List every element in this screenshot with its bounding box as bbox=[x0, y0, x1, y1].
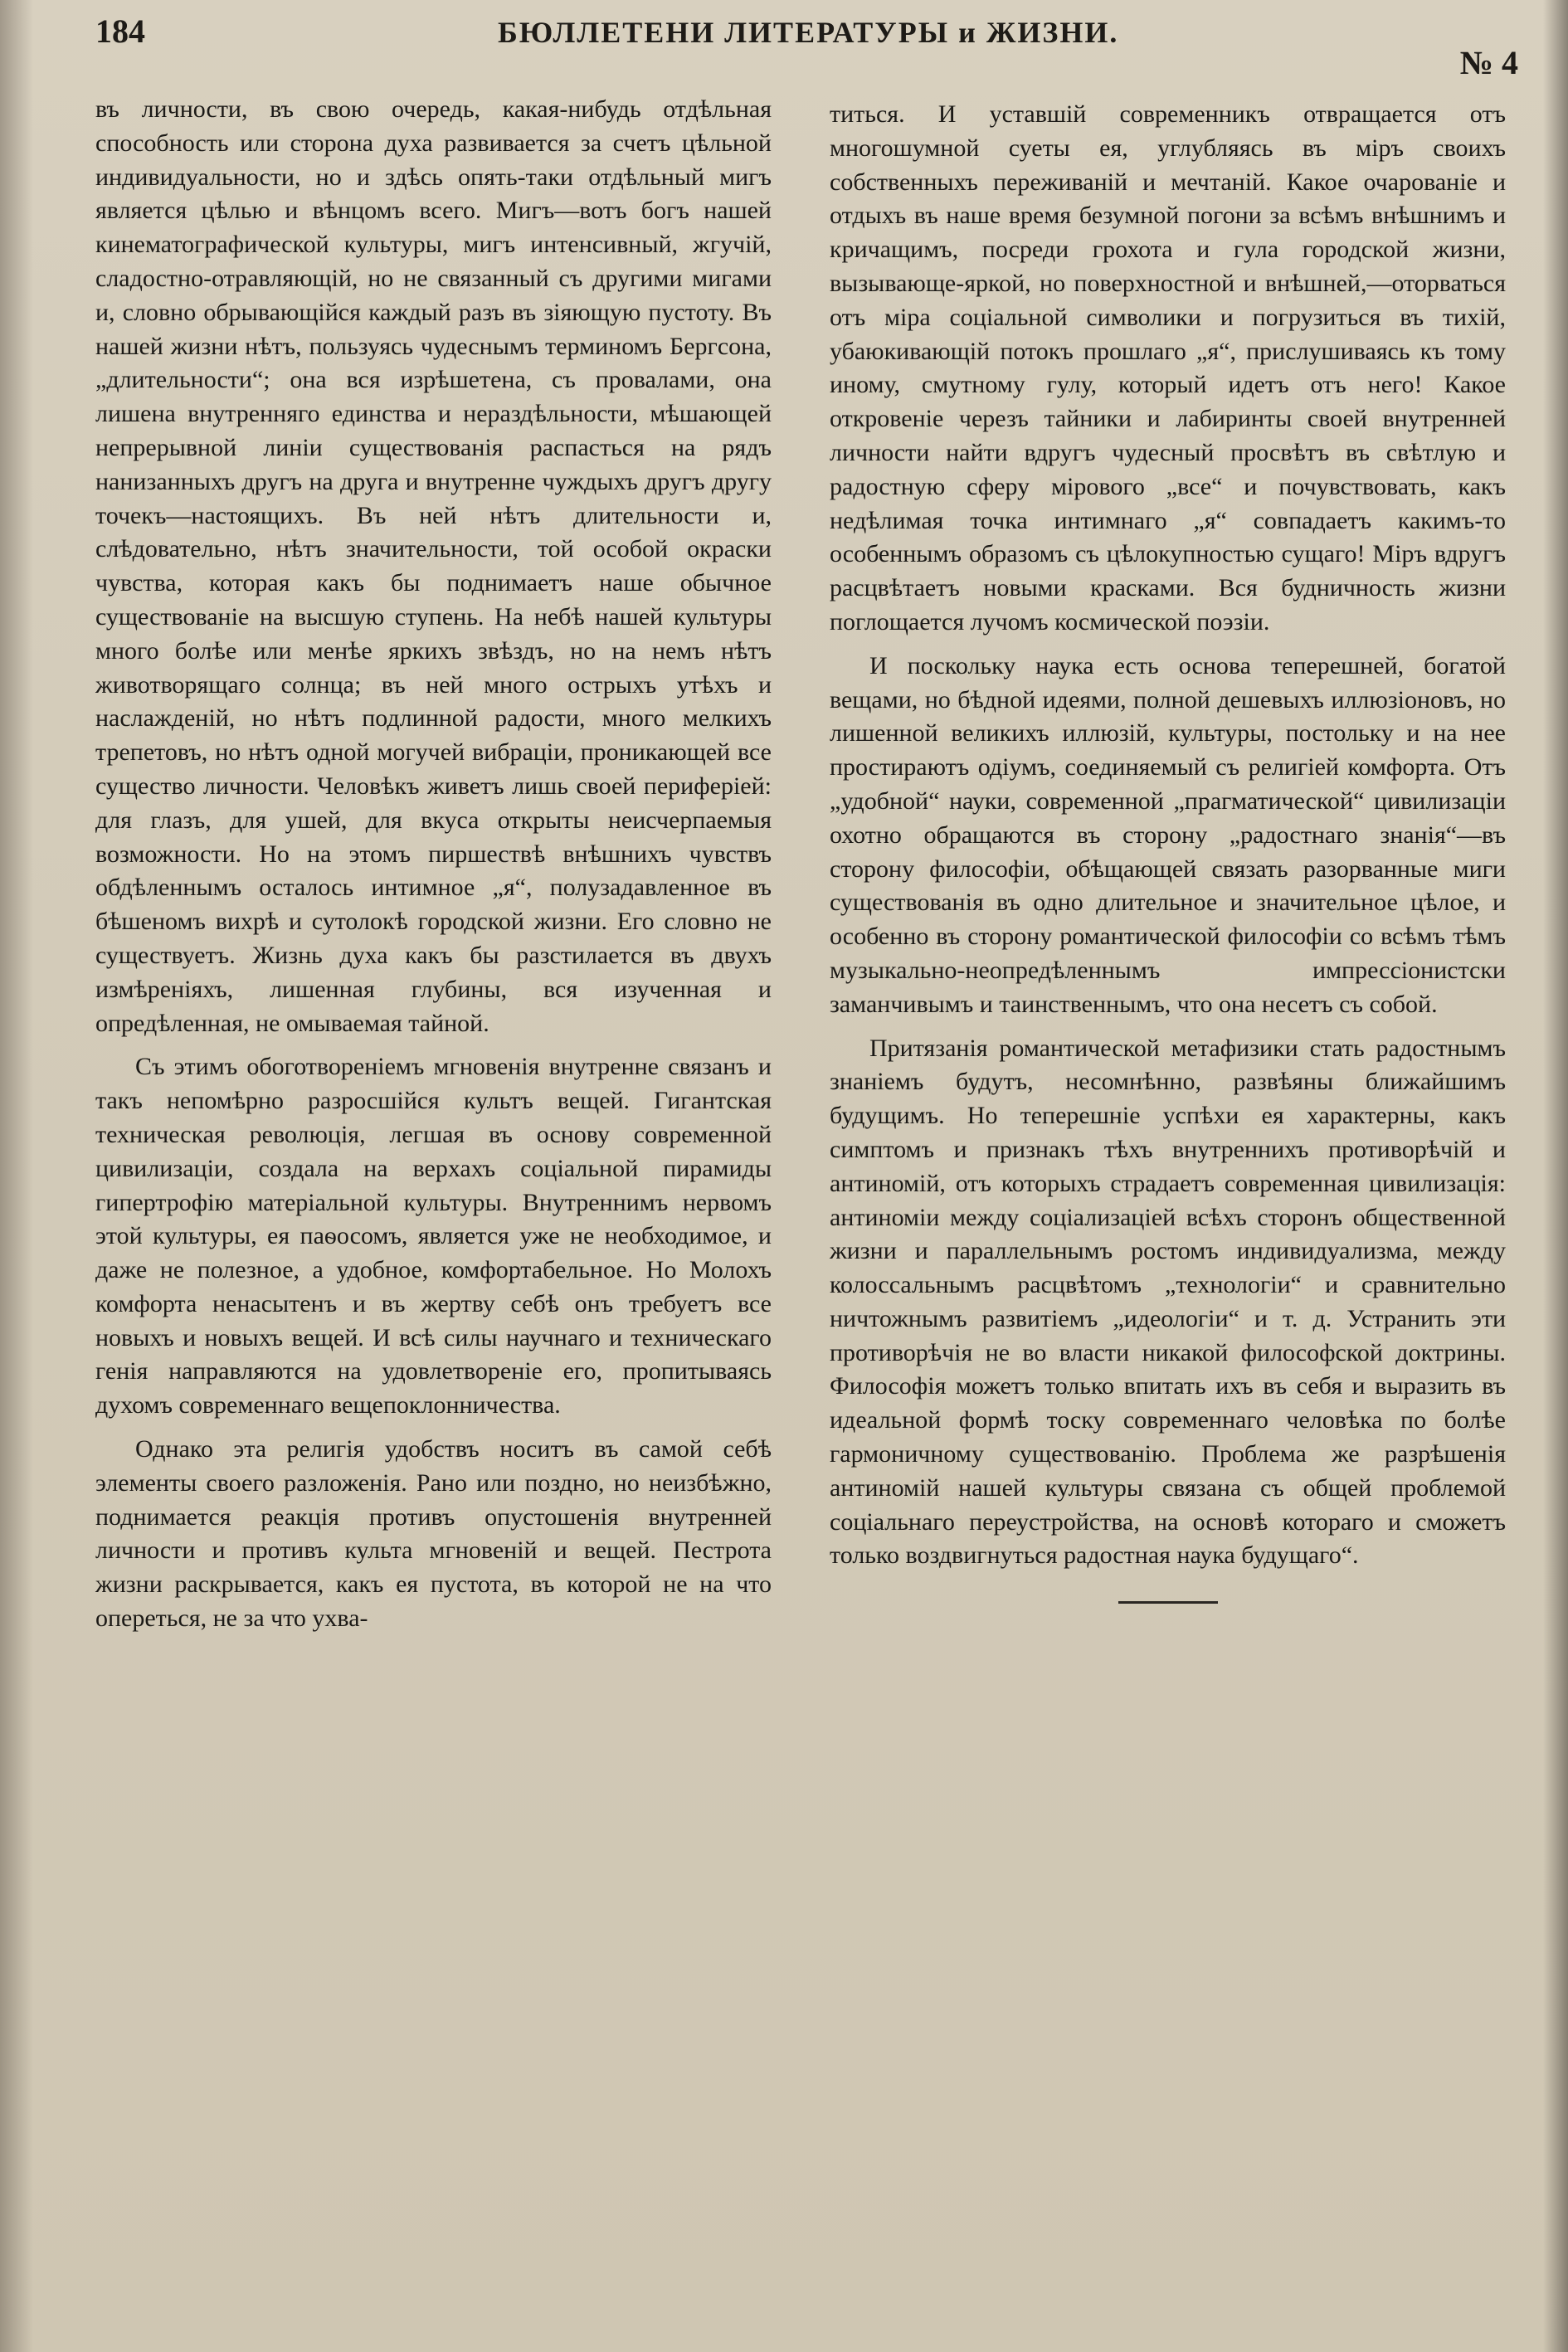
right-column bbox=[830, 98, 1506, 1604]
left-column bbox=[95, 93, 772, 1646]
page-number: 184 bbox=[95, 12, 145, 50]
paragraph: Однако эта религія удобствъ носитъ въ самой себѣ элементы своего разложенія. Рано или поздно, но неизбѣжно, поднимается реакція противъ опустошенія внутренней личности и противъ культа мгновеній и вещей. Пестрота жизни раскрывается, какъ ея пустота, въ которой не на что опереться, не за что ухва- bbox=[95, 1435, 772, 1633]
paragraph: титься. И уставшій современникъ отвращается отъ многошумной суеты ея, углубляясь въ міръ своихъ собственныхъ переживаній и мечтаній. Какое очарованіе и отдыхъ въ наше время безумной погони за всѣмъ внѣшнимъ и кричащимъ, посреди грохота и гула городской жизни, вызывающе-яркой, но поверхностной и внѣшней,—оторваться отъ міра соціальной символики и погрузиться въ тихій, убаюкивающій потокъ прошлаго „я“, прислушиваясь къ тому иному, смутному гулу, который идетъ отъ него! Какое откровеніе черезъ тайники и лабиринты своей внутренней личности найти вдругъ чудесный просвѣтъ въ свѣтлую и радостную сферу мірового „все“ и почувствовать, какъ недѣлимая точка интимнаго „я“ совпадаетъ какимъ-то особеннымъ образомъ съ цѣлокупностью сущаго! Міръ вдругъ расцвѣтаетъ новыми красками. Вся будничность жизни поглощается лучомъ космической поэзіи. bbox=[830, 100, 1506, 635]
paragraph: въ личности, въ свою очередь, какая-нибудь отдѣльная способность или сторона духа развивается за счетъ цѣльной индивидуальности, но и здѣсь опять-таки отдѣльный мигъ является цѣлью и вѣнцомъ всего. Мигъ—вотъ богъ нашей кинематографической культуры, мигъ интенсивный, жгучій, сладостно-отравляющій, но не связанный съ другими мигами и, словно обрывающійся каждый разъ въ зіяющую пустоту. Въ нашей жизни нѣтъ, пользуясь чудеснымъ терминомъ Бергсона, „длительности“; она вся изрѣшетена, съ провалами, она лишена внутренняго единства и нераздѣльности, мѣшающей непрерывной линіи существованія распасться на рядъ нанизанныхъ другъ на друга и внутренне чуждыхъ другъ другу точекъ—настоящихъ. Въ ней нѣтъ длительности и, слѣдовательно, нѣтъ значительности, той особой окраски чувства, которая какъ бы поднимаетъ наше обычное существованіе на высшую ступень. На небѣ нашей культуры много болѣе или менѣе яркихъ звѣздъ, но на немъ нѣтъ животворящаго солнца; въ ней много острыхъ утѣхъ и наслажденій, но нѣтъ подлинной радости, много мелкихъ трепетовъ, но нѣтъ одной могучей вибраціи, проникающей все существо личности. Человѣкъ живетъ лишь своей периферіей: для глазъ, для ушей, для вкуса открыты неисчерпаемыя возможности. Но на этомъ пиршествѣ внѣшнихъ чувствъ обдѣленнымъ осталось интимное „я“, полузадавленное въ бѣшеномъ вихрѣ и сутолокѣ городской жизни. Его словно не существуетъ. Жизнь духа какъ бы разстилается въ двухъ измѣреніяхъ, лишенная глубины, вся изученная и опредѣленная, не омываемая тайной. bbox=[95, 95, 772, 1037]
paragraph: И поскольку наука есть основа теперешней, богатой вещами, но бѣдной идеями, полной дешевыхъ иллюзіоновъ, но лишенной великихъ иллюзій, культуры, постольку и на нее простираютъ одіумъ, соединяемый съ религіей комфорта. Отъ „удобной“ науки, современной „прагматической“ цивилизаціи охотно обращаются въ сторону „радостнаго знанія“—въ сторону философіи, обѣщающей связать разорванные миги существованія въ одно длительное и значительное цѣлое, и особенно въ сторону романтической философіи со всѣмъ тѣмъ музыкально-неопредѣленнымъ импрессіонистски заманчивымъ и таинственнымъ, что она несетъ съ собой. bbox=[830, 651, 1506, 1018]
binding-shadow bbox=[0, 0, 33, 2352]
page-edge-shadow bbox=[1543, 0, 1568, 2352]
issue-number: № 4 bbox=[1459, 44, 1518, 81]
end-rule bbox=[1118, 1601, 1218, 1604]
paragraph: Съ этимъ обоготвореніемъ мгновенія внутренне связанъ и такъ непомѣрно разросшійся культъ вещей. Гигантская техническая революція, легшая въ основу современной цивилизаціи, создала на верхахъ соціальной пирамиды гипертрофію матеріальной культуры. Внутреннимъ нервомъ этой культуры, ея паѳосомъ, является уже не необходимое, и даже не полезное, а удобное, комфортабельное. Но Молохъ комфорта ненасытенъ и въ жертву себѣ онъ требуетъ все новыхъ и новыхъ вещей. И всѣ силы научнаго и техническаго генія направляются на удовлетвореніе его, пропитываясь духомъ современнаго вещепоклонничества. bbox=[95, 1053, 772, 1419]
paragraph: Притязанія романтической метафизики стать радостнымъ знаніемъ будутъ, несомнѣнно, развѣяны ближайшимъ будущимъ. Но теперешніе успѣхи ея характерны, какъ симптомъ и признакъ тѣхъ внутреннихъ противорѣчій и антиномій, отъ которыхъ страдаетъ современная цивилизація: антиноміи между соціализаціей всѣхъ сторонъ общественной жизни и параллельнымъ ростомъ индивидуализма, между колоссальнымъ расцвѣтомъ „технологіи“ и сравнительно ничтожнымъ развитіемъ „идеологіи“ и т. д. Устранить эти противорѣчія не во власти никакой философской доктрины. Философія можетъ только впитать ихъ въ себя и выразить въ идеальной формѣ тоску современнаго человѣка по болѣе гармоничному существованію. Проблема же разрѣшенія антиномій нашей культуры связана съ общей проблемой соціальнаго переустройства, на основѣ котораго и сможетъ только воздвигнуться радостная наука будущаго“. bbox=[830, 1034, 1506, 1570]
journal-title: БЮЛЛЕТЕНИ ЛИТЕРАТУРЫ и ЖИЗНИ. bbox=[498, 16, 1119, 49]
running-header bbox=[0, 0, 1568, 91]
